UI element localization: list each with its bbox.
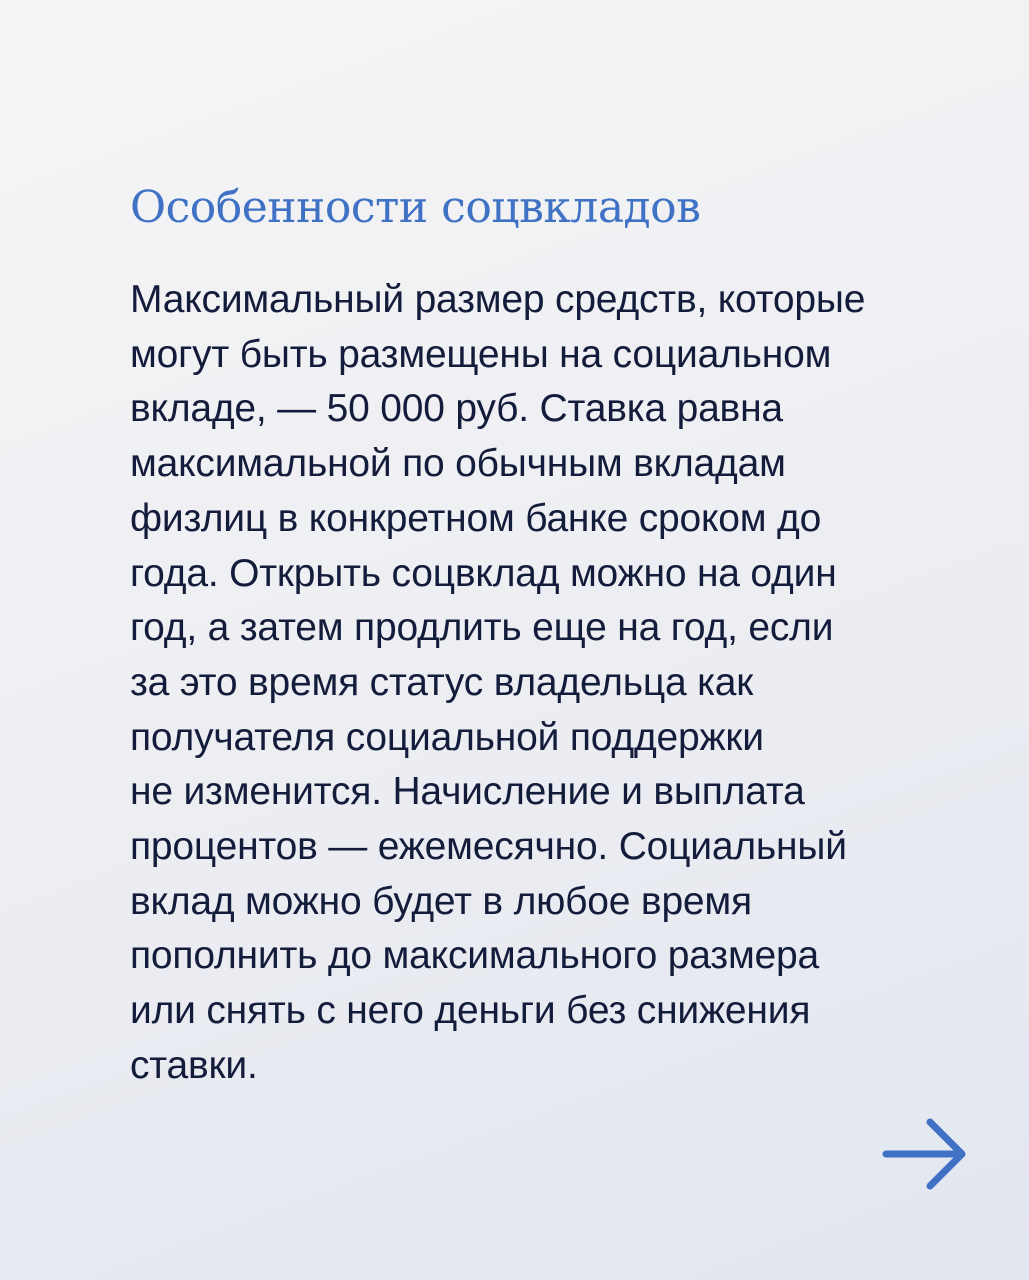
body-line: могут быть размещены на социальном [130,332,832,376]
arrow-right-icon [880,1114,970,1194]
body-line: процентов — ежемесячно. Социальный [130,825,847,869]
body-line: ставки. [130,1043,258,1087]
body-line: вкладе, — 50 000 руб. Ставка равна [130,387,783,431]
body-line: или снять с него деньги без снижения [130,989,811,1033]
body-line: Максимальный размер средств, которые [130,278,866,321]
body-line: получателя социальной поддержки [130,715,764,759]
slide-body-text [130,273,1000,1094]
body-line: максимальной по обычным вкладам [130,442,786,486]
body-line: пополнить до максимального размера [130,934,820,978]
body-line: вклад можно будет в любое время [130,879,752,923]
body-line: год, а затем продлить еще на год, если [130,606,834,650]
body-line: физлиц в конкретном банке сроком до [130,496,822,540]
slide-title: Особенности соцвкладов [130,182,701,233]
body-line: года. Открыть соцвклад можно на один [130,551,837,595]
body-line: не изменится. Начисление и выплата [130,770,805,814]
next-slide-button[interactable] [880,1114,970,1194]
body-line: за это время статус владельца как [130,660,754,704]
